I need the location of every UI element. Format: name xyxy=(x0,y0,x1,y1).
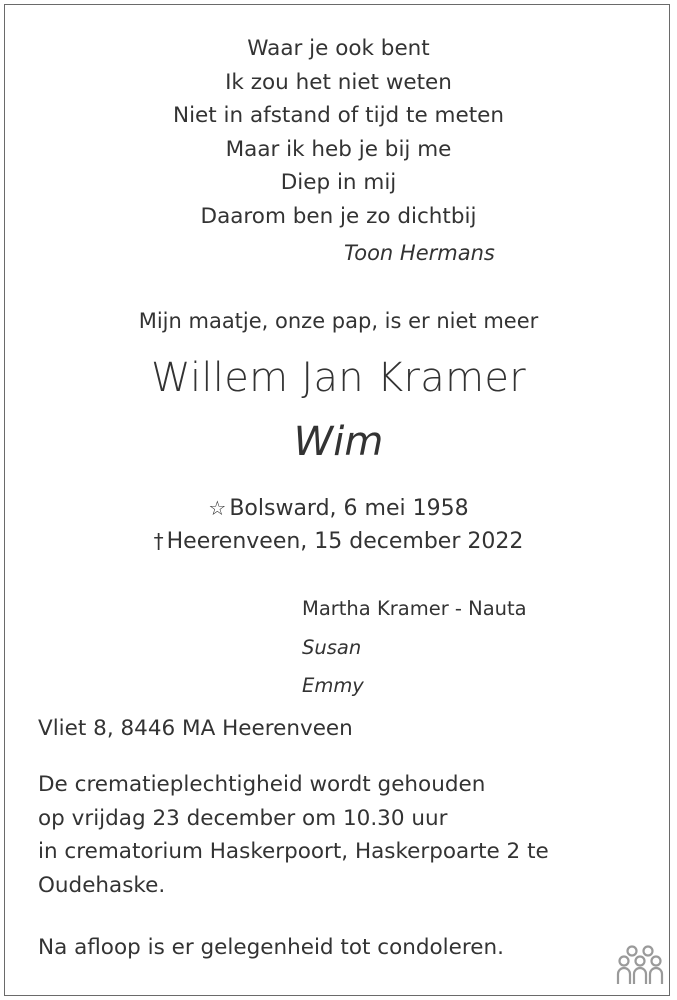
deceased-name: Willem Jan Kramer xyxy=(151,355,526,401)
birth-date: Bolsward, 6 mei 1958 xyxy=(229,496,469,521)
poem-line: Maar ik heb je bij me xyxy=(225,136,452,162)
death-line xyxy=(0,525,677,558)
closing-text: Na afloop is er gelegenheid tot condoleren. xyxy=(38,935,504,960)
cross-icon: † xyxy=(153,529,164,553)
poem-line: Ik zou het niet weten xyxy=(225,69,452,95)
ceremony-line: Oudehaske. xyxy=(38,872,166,898)
poem xyxy=(0,32,677,233)
poem-author: Toon Hermans xyxy=(344,241,495,265)
ceremony-line: De crematieplechtigheid wordt gehouden xyxy=(38,772,486,797)
dates xyxy=(0,492,677,558)
star-icon: ☆ xyxy=(208,496,227,520)
people-group-icon xyxy=(616,944,664,986)
family-list xyxy=(302,590,527,706)
family-member: Martha Kramer - Nauta xyxy=(302,597,527,620)
poem-line: Daarom ben je zo dichtbij xyxy=(200,203,477,229)
deceased-nickname: Wim xyxy=(293,419,384,465)
poem-line: Waar je ook bent xyxy=(247,36,430,61)
poem-line: Diep in mij xyxy=(280,170,397,195)
death-date: Heerenveen, 15 december 2022 xyxy=(166,529,524,554)
ceremony-line: op vrijdag 23 december om 10.30 uur xyxy=(38,805,448,831)
intro-text: Mijn maatje, onze pap, is er niet meer xyxy=(138,309,539,333)
poem-line: Niet in afstand of tijd te meten xyxy=(172,103,504,128)
ceremony-info xyxy=(38,768,549,902)
address: Vliet 8, 8446 MA Heerenveen xyxy=(38,716,353,741)
birth-line xyxy=(0,492,677,525)
ceremony-line: in crematorium Haskerpoort, Haskerpoarte 2 te xyxy=(38,839,549,864)
family-member: Emmy xyxy=(302,674,364,697)
family-member: Susan xyxy=(302,635,362,659)
